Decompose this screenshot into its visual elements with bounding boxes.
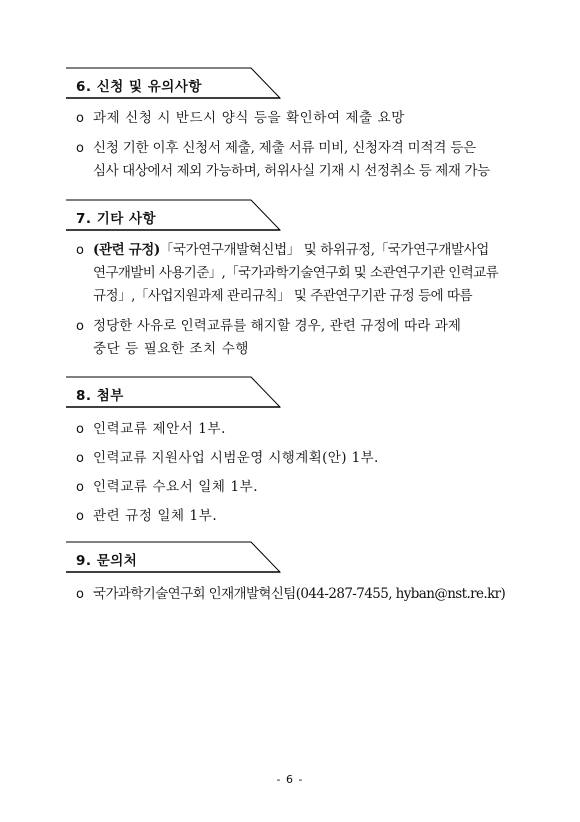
section-header-7 [66, 199, 281, 231]
list-item-text: 규정」,「사업지원과제 관리규칙」 및 주관연구기관 규정 등에 따름 [93, 288, 473, 304]
section-title: 6. 신청 및 유의사항 [76, 79, 202, 95]
bullet-mark: o [76, 422, 84, 437]
list-item-text: 신청 기한 이후 신청서 제출, 제출 서류 미비, 신청자격 미적격 등은 [93, 140, 476, 156]
bullet-mark: o [76, 111, 84, 126]
list-item-text: 인력교류 수요서 일체 1부. [93, 479, 259, 495]
list-item-text: 심사 대상에서 제외 가능하며, 허위사실 기재 시 선정취소 등 제재 가능 [93, 163, 490, 179]
bullet-mark: o [76, 480, 84, 495]
list-item-text: 관련 규정 일체 1부. [93, 508, 218, 524]
section-title: 9. 문의처 [76, 553, 138, 569]
section-header-8 [66, 376, 281, 408]
list-item-text: 연구개발비 사용기준」,「국가과학기술연구회 및 소관연구기관 인력교류 [93, 265, 499, 281]
list-item [76, 315, 536, 361]
section-title: 7. 기타 사항 [76, 211, 157, 227]
label-bold: (관련 규정) [93, 242, 160, 258]
page-number: - 6 - [276, 773, 304, 786]
list-item-text: 인력교류 지원사업 시범운영 시행계획(안) 1부. [93, 450, 379, 466]
bullet-mark: o [76, 319, 84, 334]
list-item [76, 239, 536, 309]
section-title: 8. 첨부 [76, 388, 124, 404]
list-item-text: 인력교류 제안서 1부. [93, 421, 226, 437]
list-item-text: 중단 등 필요한 조치 수행 [93, 341, 249, 357]
bullet-mark: o [76, 451, 84, 466]
list-item-text: 정당한 사유로 인력교류를 해지할 경우, 관련 규정에 따라 과제 [93, 318, 462, 334]
list-item-text [93, 239, 533, 262]
bullet-mark: o [76, 587, 84, 602]
list-item-text-rest: 「국가연구개발혁신법」 및 하위규정,「국가연구개발사업 [159, 242, 489, 258]
section-header-6 [66, 67, 281, 99]
bullet-mark: o [76, 509, 84, 524]
list-item-text: 과제 신청 시 반드시 양식 등을 확인하여 제출 요망 [93, 110, 405, 126]
list-item [76, 137, 536, 183]
contact-text: 국가과학기술연구회 인재개발혁신팀(044-287-7455, hyban@nst.re.kr) [93, 586, 506, 602]
bullet-mark: o [76, 141, 84, 156]
bullet-mark: o [76, 243, 84, 258]
section-header-9 [66, 541, 281, 573]
